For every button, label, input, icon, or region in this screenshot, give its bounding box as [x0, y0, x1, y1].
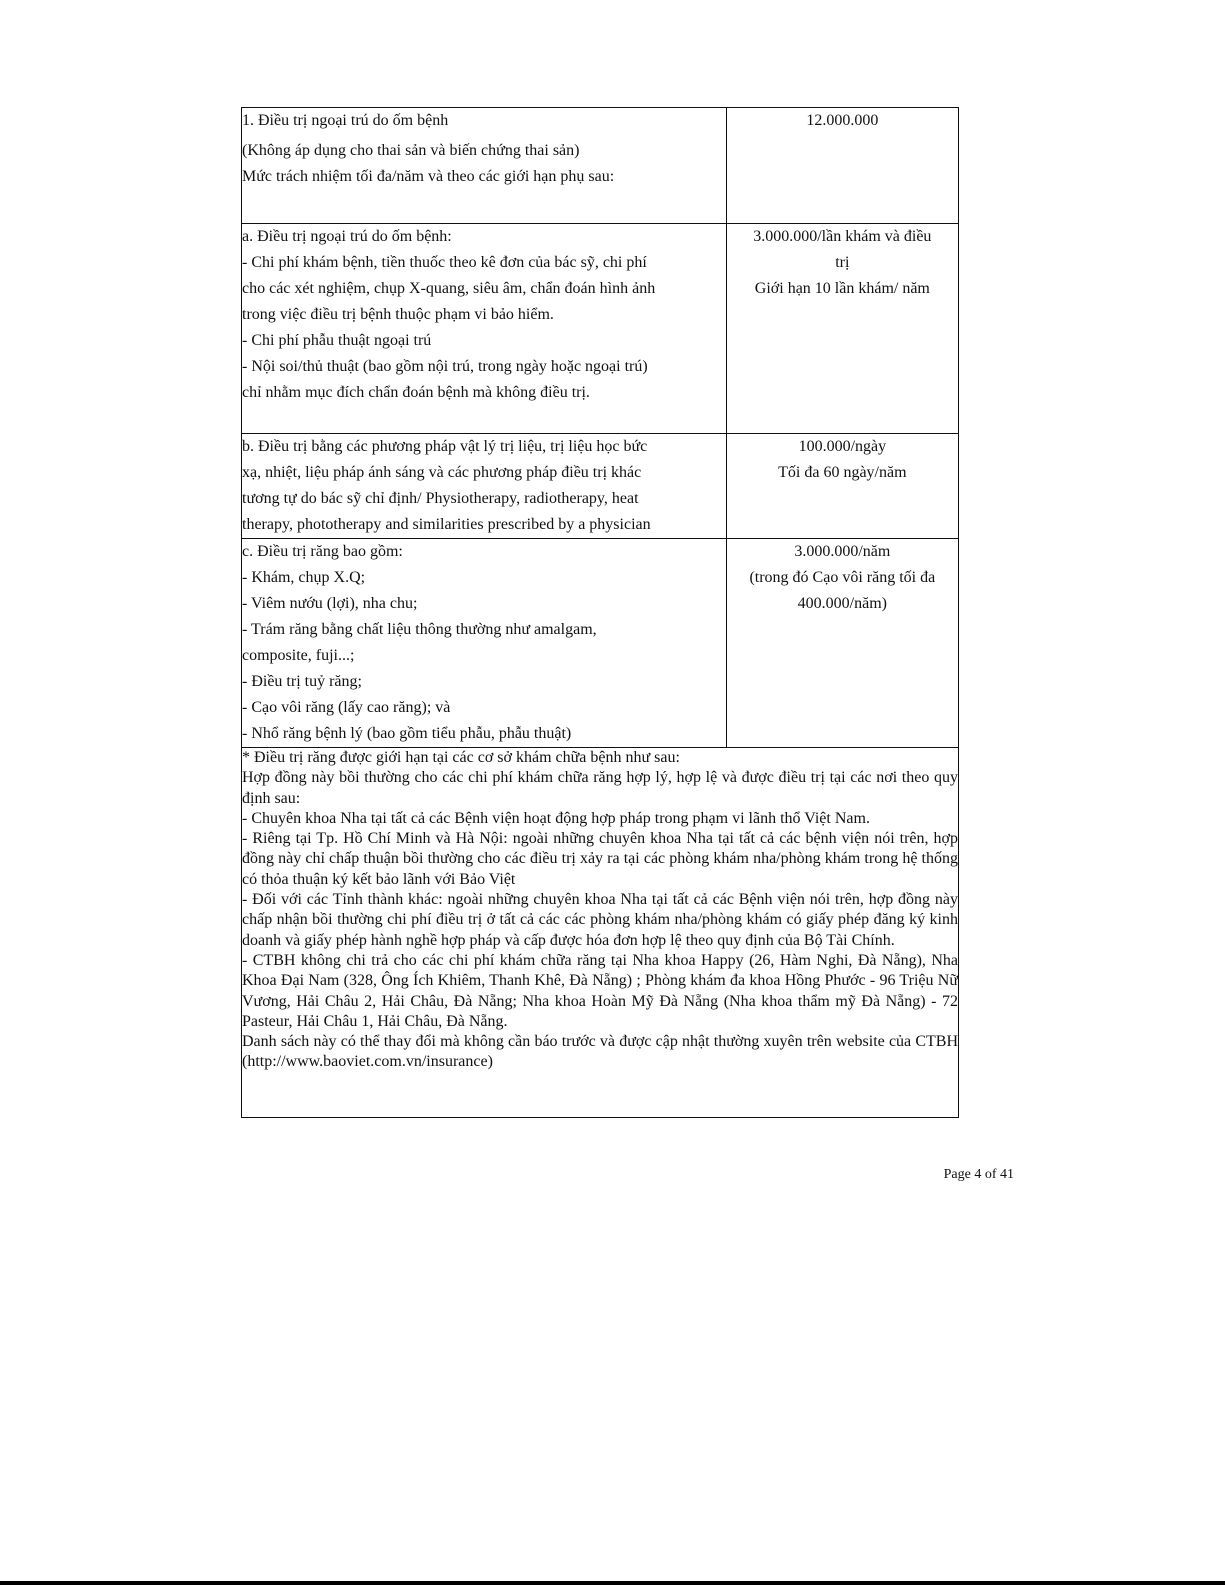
- row-b-line: xạ, nhiệt, liệu pháp ánh sáng và các phương pháp điều trị khác: [242, 464, 642, 481]
- row-a-line: - Nội soi/thủ thuật (bao gồm nội trú, trong ngày hoặc ngoại trú): [242, 358, 648, 375]
- row-outpatient-limit-note: Mức trách nhiệm tối đa/năm và theo các giới hạn phụ sau:: [242, 168, 615, 185]
- note-paragraph: - Đối với các Tỉnh thành khác: ngoài những chuyên khoa Nha tại tất cả các Bệnh viện nói trên, hợp đồng này chấp nhận bồi thường chi phí điều trị ở tất cả các các phòng khám nha/phòng khám có giấy phép đăng ký kinh doanh và giấy phép hành nghề hợp pháp và cấp được hóa đơn hợp lệ theo quy định của Bộ Tài Chính.: [242, 891, 958, 949]
- note-paragraph: * Điều trị răng được giới hạn tại các cơ sở khám chữa bệnh như sau:: [242, 749, 680, 766]
- row-b-line: tương tự do bác sỹ chỉ định/ Physiotherapy, radiotherapy, heat: [242, 490, 639, 507]
- table-row-outpatient: [242, 108, 959, 224]
- row-a-line: trong việc điều trị bệnh thuộc phạm vi bảo hiểm.: [242, 306, 554, 323]
- row-c-line: - Trám răng bằng chất liệu thông thường như amalgam,: [242, 621, 597, 638]
- row-c-value: [726, 539, 958, 748]
- row-a-line: - Chi phí phẫu thuật ngoại trú: [242, 332, 432, 349]
- note-paragraph: Danh sách này có thể thay đổi mà không cần báo trước và được cập nhật thường xuyên trên website của CTBH (http://www.baoviet.com.vn/insurance): [242, 1033, 958, 1071]
- note-paragraph: - CTBH không chi trả cho các chi phí khám chữa răng tại Nha khoa Happy (26, Hàm Nghi, Đà Nẵng), Nha Khoa Đại Nam (328, Ông Ích Khiêm, Thanh Khê, Đà Nẵng) ; Phòng khám đa khoa Hồng Phước - 96 Triệu Nữ Vương, Hải Châu 2, Hải Châu, Đà Nẵng; Nha khoa Hoàn Mỹ Đà Nẵng (Nha khoa thẩm mỹ Đà Nẵng) - 72 Pasteur, Hải Châu 1, Hải Châu, Đà Nẵng.: [242, 951, 958, 1030]
- note-paragraph: - Chuyên khoa Nha tại tất cả các Bệnh viện hoạt động hợp pháp trong phạm vi lãnh thổ Việt Nam.: [242, 809, 870, 827]
- row-a-value-line: 3.000.000/lần khám và điều: [753, 228, 932, 245]
- row-b-value-line: 100.000/ngày: [798, 438, 887, 455]
- row-a-description: [242, 224, 727, 434]
- benefits-table: [241, 107, 959, 1118]
- note-paragraph: Hợp đồng này bồi thường cho các chi phí khám chữa răng hợp lý, hợp lệ và được điều trị tại các nơi theo quy định sau:: [242, 769, 958, 807]
- page-number: Page 4 of 41: [943, 1167, 1014, 1182]
- row-c-description: [242, 539, 727, 748]
- row-c-line: c. Điều trị răng bao gồm:: [242, 543, 403, 560]
- table-row-outpatient-illness: [242, 224, 959, 434]
- row-a-line: - Chi phí khám bệnh, tiền thuốc theo kê đơn của bác sỹ, chi phí: [242, 254, 647, 271]
- row-b-line: therapy, phototherapy and similarities prescribed by a physician: [242, 516, 651, 533]
- row-a-line: chỉ nhằm mục đích chẩn đoán bệnh mà không điều trị.: [242, 384, 590, 401]
- row-c-value-line: 3.000.000/năm: [794, 543, 891, 560]
- row-a-line: cho các xét nghiệm, chụp X-quang, siêu âm, chẩn đoán hình ảnh: [242, 280, 656, 297]
- table-row-dental-note: [242, 748, 959, 1118]
- row-outpatient-amount: 12.000.000: [806, 112, 879, 129]
- row-c-line: - Khám, chụp X.Q;: [242, 569, 366, 586]
- row-c-line: - Điều trị tuỷ răng;: [242, 673, 362, 690]
- row-b-value: [726, 434, 958, 539]
- row-c-line: - Nhổ răng bệnh lý (bao gồm tiểu phẫu, phẫu thuật): [242, 725, 572, 742]
- row-a-value-line: Giới hạn 10 lần khám/ năm: [754, 280, 930, 297]
- row-outpatient-value: [726, 108, 958, 224]
- row-outpatient-exclusion: (Không áp dụng cho thai sản và biến chứng thai sản): [242, 142, 580, 159]
- table-row-dental: [242, 539, 959, 748]
- row-a-value: [726, 224, 958, 434]
- row-outpatient-title: 1. Điều trị ngoại trú do ốm bệnh: [242, 112, 449, 129]
- row-b-value-line: Tối đa 60 ngày/năm: [778, 464, 907, 481]
- row-b-description: [242, 434, 727, 539]
- row-c-value-line: 400.000/năm): [797, 595, 887, 612]
- row-b-line: b. Điều trị bằng các phương pháp vật lý trị liệu, trị liệu học bức: [242, 438, 648, 455]
- row-c-line: - Cạo vôi răng (lấy cao răng); và: [242, 699, 451, 716]
- row-c-value-line: (trong đó Cạo vôi răng tối đa: [749, 569, 936, 586]
- table-row-physiotherapy: [242, 434, 959, 539]
- row-a-value-line: trị: [835, 254, 850, 271]
- note-paragraph: - Riêng tại Tp. Hồ Chí Minh và Hà Nội: ngoài những chuyên khoa Nha tại tất cả các bệnh viện nói trên, hợp đồng này chỉ chấp thuận bồi thường cho các điều trị xảy ra tại các phòng khám nha/phòng khám trong hệ thống có thỏa thuận ký kết bảo lãnh với Bảo Việt: [242, 830, 958, 888]
- row-a-line: a. Điều trị ngoại trú do ốm bệnh:: [242, 228, 452, 245]
- dental-facility-note: [242, 748, 959, 1118]
- row-outpatient-description: [242, 108, 727, 224]
- row-c-line: composite, fuji...;: [242, 647, 355, 664]
- bottom-rule: [0, 1581, 1225, 1585]
- row-c-line: - Viêm nướu (lợi), nha chu;: [242, 595, 418, 612]
